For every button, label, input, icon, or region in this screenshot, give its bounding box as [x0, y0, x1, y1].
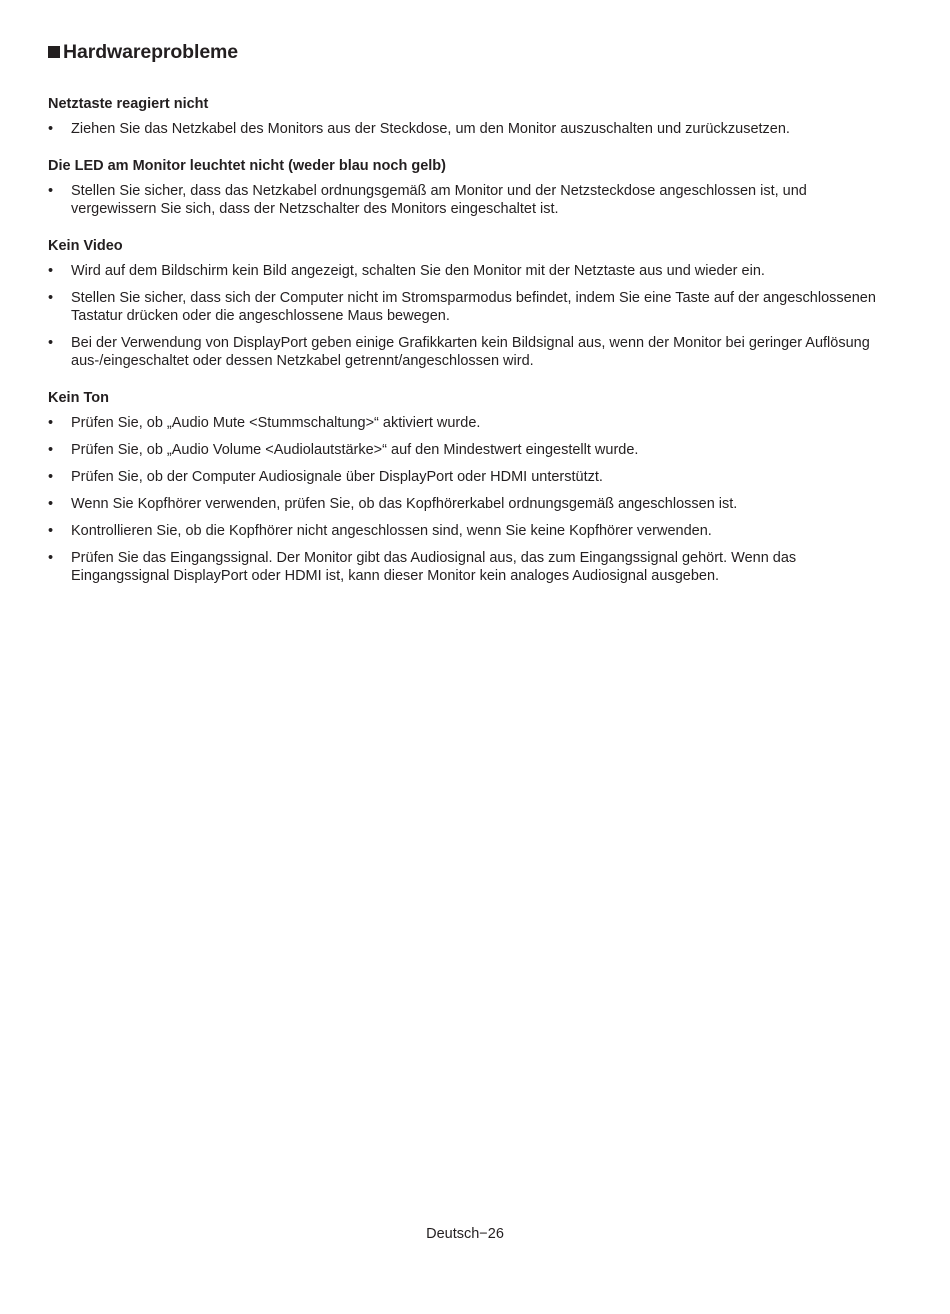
bullet-icon: • [48, 442, 54, 458]
section-no-video [48, 236, 893, 370]
page-title-text: Hardwareprobleme [63, 41, 239, 63]
list-item-text: Ziehen Sie das Netzkabel des Monitors aus der Steckdose, um den Monitor auszuschalten und zurückzusetzen. [71, 121, 790, 137]
bullet-icon: • [48, 523, 54, 539]
content-area [48, 94, 893, 603]
bullet-icon: • [48, 496, 54, 512]
bullet-list [48, 120, 893, 138]
list-item-text: Prüfen Sie, ob „Audio Mute <Stummschaltung>“ aktiviert wurde. [71, 415, 481, 431]
list-item [48, 262, 893, 280]
list-item [48, 468, 893, 486]
section-title: Kein Ton [48, 390, 109, 406]
bullet-list [48, 262, 893, 370]
section-led [48, 156, 893, 218]
list-item [48, 549, 893, 585]
section-title: Die LED am Monitor leuchtet nicht (weder blau noch gelb) [48, 158, 446, 174]
list-item-text: Stellen Sie sicher, dass das Netzkabel ordnungsgemäß am Monitor und der Netzsteckdose angeschlossen ist, und vergewissern Sie sich, dass der Netzschalter des Monitors eingeschaltet ist. [71, 183, 807, 217]
bullet-icon: • [48, 550, 54, 566]
list-item [48, 289, 893, 325]
list-item-text: Prüfen Sie das Eingangssignal. Der Monitor gibt das Audiosignal aus, das zum Eingangssignal gehört. Wenn das Eingangssignal DisplayPort oder HDMI ist, kann dieser Monitor kein analoges Audiosignal ausgeben. [71, 550, 797, 584]
bullet-list [48, 414, 893, 585]
list-item [48, 414, 893, 432]
list-item-text: Bei der Verwendung von DisplayPort geben einige Grafikkarten kein Bildsignal aus, wenn der Monitor bei geringer Auflösung aus-/eingeschaltet oder dessen Netzkabel getrennt/angeschlossen wird. [71, 335, 870, 369]
section-title: Netztaste reagiert nicht [48, 96, 209, 112]
list-item [48, 522, 893, 540]
list-item-text: Prüfen Sie, ob „Audio Volume <Audiolautstärke>“ auf den Mindestwert eingestellt wurde. [71, 442, 639, 458]
page-number: Deutsch−26 [426, 1226, 504, 1242]
square-bullet-icon [48, 46, 60, 58]
page-title [48, 38, 238, 66]
bullet-icon: • [48, 469, 54, 485]
list-item [48, 120, 893, 138]
list-item-text: Prüfen Sie, ob der Computer Audiosignale über DisplayPort oder HDMI unterstützt. [71, 469, 603, 485]
list-item-text: Kontrollieren Sie, ob die Kopfhörer nicht angeschlossen sind, wenn Sie keine Kopfhörer verwenden. [71, 523, 712, 539]
list-item-text: Wenn Sie Kopfhörer verwenden, prüfen Sie, ob das Kopfhörerkabel ordnungsgemäß angeschlossen ist. [71, 496, 738, 512]
list-item-text: Stellen Sie sicher, dass sich der Computer nicht im Stromsparmodus befindet, indem Sie eine Taste auf der angeschlossenen Tastatur drücken oder die angeschlossene Maus bewegen. [71, 290, 876, 324]
list-item-text: Wird auf dem Bildschirm kein Bild angezeigt, schalten Sie den Monitor mit der Netztaste aus und wieder ein. [71, 263, 765, 279]
bullet-icon: • [48, 335, 54, 351]
bullet-icon: • [48, 183, 54, 199]
bullet-list [48, 182, 893, 218]
list-item [48, 182, 893, 218]
bullet-icon: • [48, 415, 54, 431]
page-footer [0, 1224, 930, 1244]
section-power-button [48, 94, 893, 138]
section-title: Kein Video [48, 238, 123, 254]
section-no-sound [48, 388, 893, 585]
list-item [48, 495, 893, 513]
bullet-icon: • [48, 263, 54, 279]
list-item [48, 334, 893, 370]
list-item [48, 441, 893, 459]
bullet-icon: • [48, 290, 54, 306]
bullet-icon: • [48, 121, 54, 137]
